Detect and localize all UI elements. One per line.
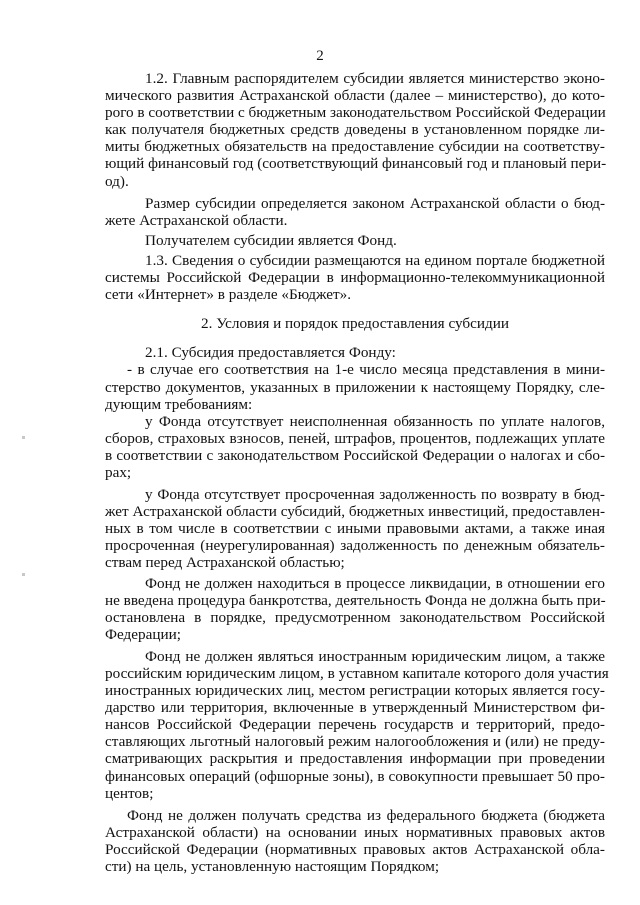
text-line: ющий финансовый год (соответствующий финансовый год и плановый пери- bbox=[105, 155, 607, 173]
text-line: Размер субсидии определяется законом Астраханской области о бюд- bbox=[145, 194, 605, 212]
text-line: дарство или территория, включенные в утвержденный Министерством фи- bbox=[105, 699, 605, 717]
text-line: не введена процедура банкротства, деятельность Фонда не должна быть при- bbox=[105, 591, 606, 609]
paragraph bbox=[105, 486, 605, 571]
text-line: сматривающих раскрытия и предоставления информации при проведении bbox=[105, 750, 605, 768]
text-line: иностранных юридических лиц, местом регистрации которых является госу- bbox=[105, 682, 605, 700]
text-line: сборов, страховых взносов, пеней, штрафов, процентов, подлежащих уплате bbox=[105, 429, 605, 447]
text-line: остановлена в порядке, предусмотренном законодательством Российской bbox=[105, 608, 605, 626]
text-line: 1.2. Главным распорядителем субсидии является министерство эконо- bbox=[145, 70, 605, 87]
paragraph bbox=[105, 807, 605, 875]
text-line: ставляющих льготный налоговый режим налогообложения и (или) не преду- bbox=[105, 733, 605, 751]
scan-artifact bbox=[22, 436, 25, 439]
text-line: Фонд не должен получать средства из федерального бюджета (бюджета bbox=[127, 806, 605, 824]
text-line: жет Астраханской области субсидий, бюджетных инвестиций, предоставлен- bbox=[105, 503, 605, 521]
text-line: Федерации; bbox=[105, 625, 181, 643]
text-line: стерство документов, указанных в приложении к настоящему Порядку, сле- bbox=[105, 378, 605, 396]
paragraph bbox=[105, 232, 605, 249]
text-line: рах; bbox=[105, 463, 132, 481]
text-line: нансов Российской Федерации перечень государств и территорий, предо- bbox=[105, 716, 605, 734]
text-line: Фонд не должен находиться в процессе ликвидации, в отношении его bbox=[145, 574, 605, 592]
text-line: 1.3. Сведения о субсидии размещаются на едином портале бюджетной bbox=[145, 251, 605, 269]
text-line: миты бюджетных обязательств на предоставление субсидии на соответству- bbox=[105, 138, 605, 156]
text-line: сети «Интернет» в разделе «Бюджет». bbox=[105, 286, 352, 304]
paragraph bbox=[105, 344, 605, 361]
text-line: Астраханской области) на основании иных нормативных правовых актов bbox=[105, 823, 605, 841]
text-line: жете Астраханской области. bbox=[105, 211, 288, 229]
paragraph bbox=[105, 70, 605, 190]
text-line: дующим требованиям: bbox=[105, 395, 253, 413]
paragraph bbox=[105, 575, 605, 643]
paragraph bbox=[105, 361, 605, 412]
text-line: у Фонда отсутствует просроченная задолженность по возврату в бюд- bbox=[145, 486, 605, 504]
text-line: - в случае его соответствия на 1-е число месяца представления в мини- bbox=[127, 361, 605, 379]
text-line: центов; bbox=[105, 784, 154, 802]
text-line: Фонд не должен являться иностранным юридическим лицом, а также bbox=[145, 647, 605, 665]
text-line: ных в том числе в соответствии с иными правовыми актами, а также иная bbox=[105, 520, 605, 538]
text-line: 2.1. Субсидия предоставляется Фонду: bbox=[145, 344, 396, 362]
text-line: мического развития Астраханской области (далее – министерство), до кото- bbox=[105, 87, 605, 105]
section-heading: 2. Условия и порядок предоставления субсидии bbox=[201, 315, 509, 333]
paragraph bbox=[105, 252, 605, 303]
paragraph bbox=[105, 413, 605, 481]
text-line: системы Российской Федерации в информационно-телекоммуникационной bbox=[105, 269, 605, 287]
text-line: как получателя бюджетных средств доведены в установленном порядке ли- bbox=[105, 121, 605, 139]
text-line: российским юридическим лицом, в уставном капитале которого доля участия bbox=[105, 665, 609, 682]
paragraph bbox=[105, 647, 609, 802]
scan-artifact bbox=[22, 573, 25, 576]
text-line: в соответствии с законодательством Российской Федерации о налогах и сбо- bbox=[105, 446, 605, 464]
text-line: сти) на цель, установленную настоящим Порядком; bbox=[105, 858, 440, 876]
text-line: просроченная (неурегулированная) задолженность по денежным обязатель- bbox=[105, 537, 605, 555]
text-line: рого в соответствии с бюджетным законодательством Российской Федерации bbox=[105, 104, 606, 122]
paragraph bbox=[105, 195, 605, 229]
text-line: у Фонда отсутствует неисполненная обязанность по уплате налогов, bbox=[145, 412, 605, 430]
document-body bbox=[105, 70, 609, 876]
text-line: Российской Федерации (нормативных правовых актов Астраханской обла- bbox=[105, 840, 605, 858]
text-line: ствам перед Астраханской областью; bbox=[105, 554, 345, 572]
page-number: 2 bbox=[316, 48, 324, 64]
text-line: од). bbox=[105, 172, 129, 190]
text-line: финансовых операций (офшорные зоны), в совокупности превышает 50 про- bbox=[105, 767, 605, 785]
text-line: Получателем субсидии является Фонд. bbox=[145, 231, 397, 249]
